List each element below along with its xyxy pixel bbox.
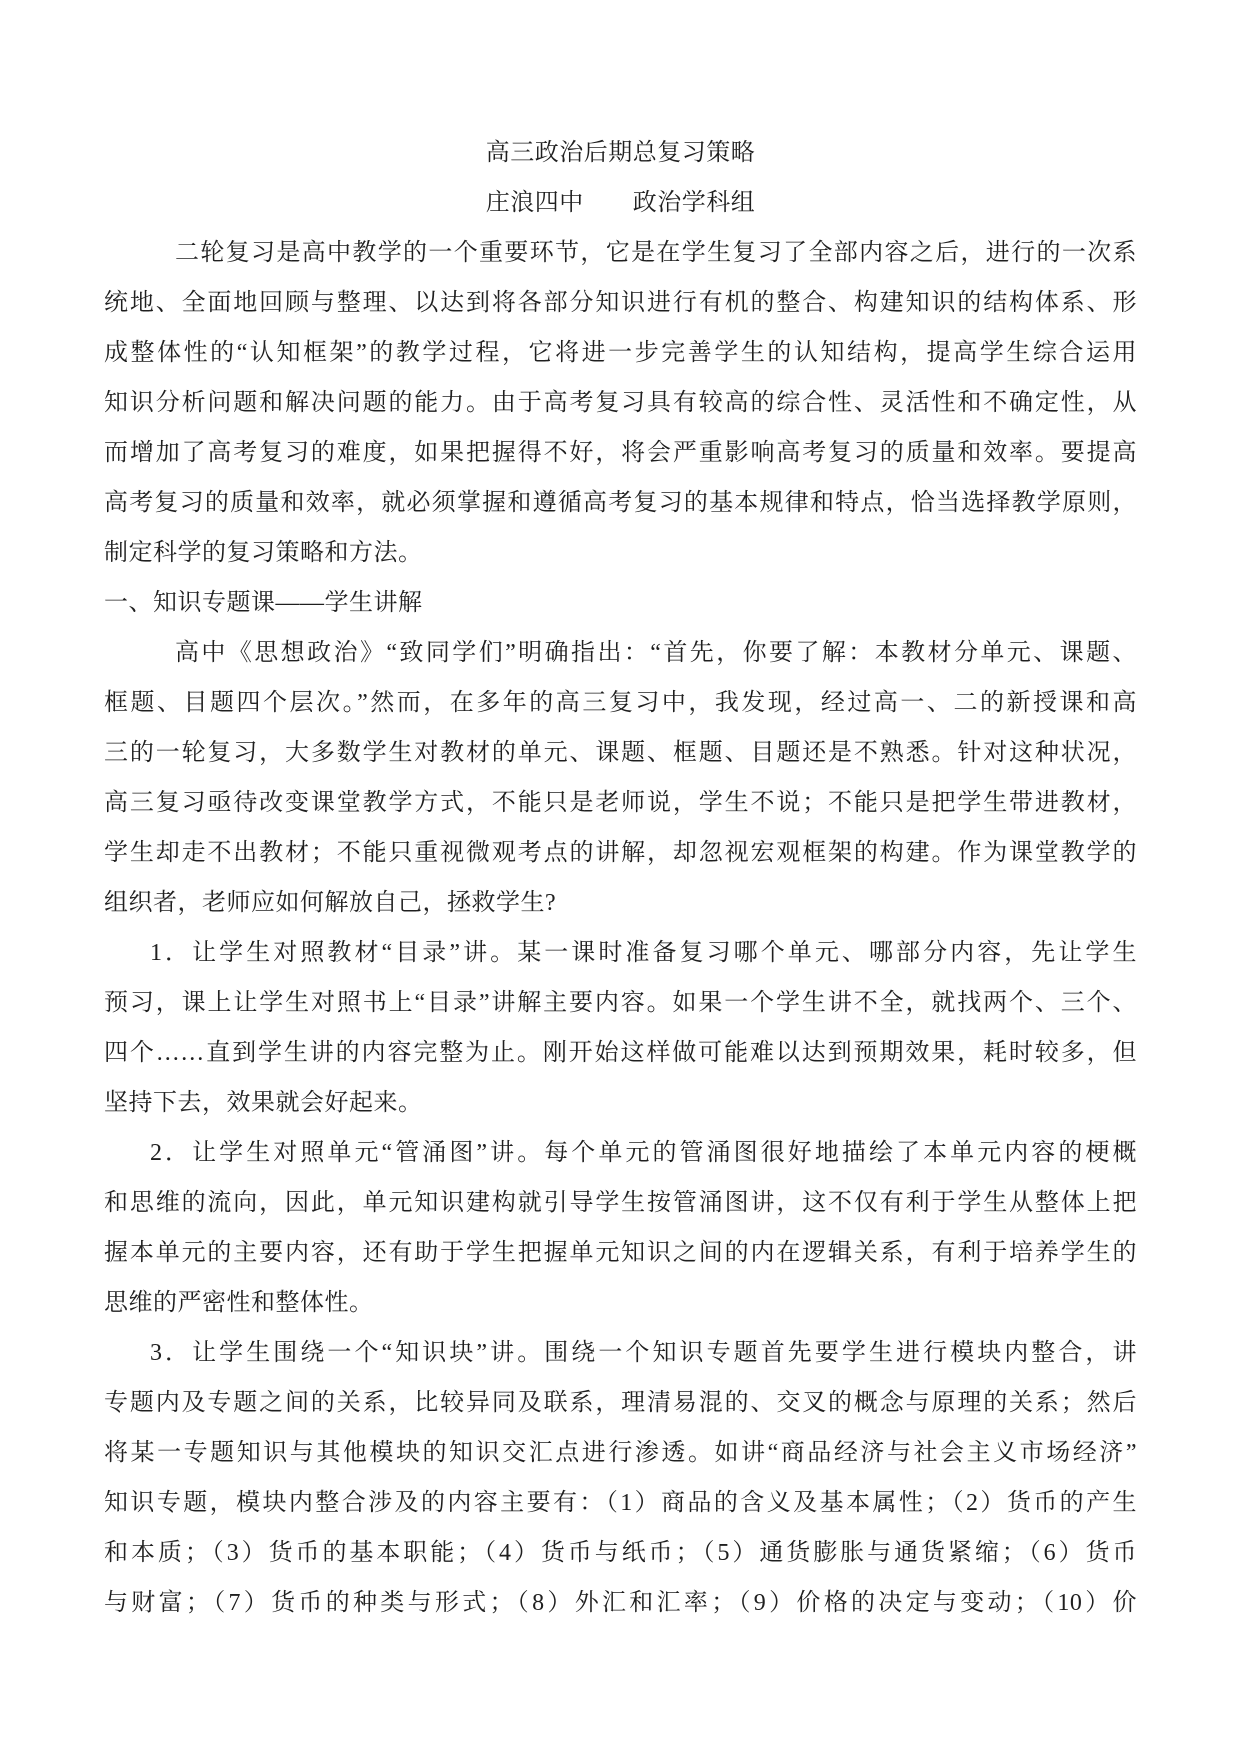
paragraph-line: 统地、全面地回顾与整理、以达到将各部分知识进行有机的整合、构建知识的结构体系、形 bbox=[104, 290, 1137, 316]
paragraph-line: 将某一专题知识与其他模块的知识交汇点进行渗透。如讲“商品经济与社会主义市场经济” bbox=[104, 1440, 1137, 1466]
paragraph-line: 组织者，老师应如何解放自己，拯救学生? bbox=[104, 890, 557, 916]
paragraph-line: 专题内及专题之间的关系，比较异同及联系，理清易混的、交叉的概念与原理的关系；然后 bbox=[104, 1390, 1137, 1416]
document-body bbox=[104, 228, 1137, 1628]
paragraph-line: 高中《思想政治》“致同学们”明确指出：“首先，你要了解：本教材分单元、课题、 bbox=[175, 640, 1137, 666]
paragraph-line: 知识专题，模块内整合涉及的内容主要有：（1）商品的含义及基本属性；（2）货币的产生 bbox=[104, 1490, 1137, 1516]
paragraph-line: 思维的严密性和整体性。 bbox=[104, 1290, 374, 1316]
paragraph-line: 二轮复习是高中教学的一个重要环节，它是在学生复习了全部内容之后，进行的一次系 bbox=[175, 240, 1137, 266]
paragraph-line: 1．让学生对照教材“目录”讲。某一课时准备复习哪个单元、哪部分内容，先让学生 bbox=[150, 940, 1137, 966]
paragraph-line: 高三复习亟待改变课堂教学方式，不能只是老师说，学生不说；不能只是把学生带进教材， bbox=[104, 790, 1137, 816]
paragraph-line: 和思维的流向，因此，单元知识建构就引导学生按管涌图讲，这不仅有利于学生从整体上把 bbox=[104, 1190, 1137, 1216]
paragraph-line: 四个……直到学生讲的内容完整为止。刚开始这样做可能难以达到预期效果，耗时较多，但 bbox=[104, 1040, 1137, 1066]
paragraph-line: 预习，课上让学生对照书上“目录”讲解主要内容。如果一个学生讲不全，就找两个、三个、 bbox=[104, 990, 1137, 1016]
paragraph-line: 握本单元的主要内容，还有助于学生把握单元知识之间的内在逻辑关系，有利于培养学生的 bbox=[104, 1240, 1137, 1266]
paragraph-line: 坚持下去，效果就会好起来。 bbox=[104, 1090, 423, 1116]
paragraph-line: 高考复习的质量和效率，就必须掌握和遵循高考复习的基本规律和特点，恰当选择教学原则， bbox=[104, 490, 1137, 516]
paragraph-line: 学生却走不出教材；不能只重视微观考点的讲解，却忽视宏观框架的构建。作为课堂教学的 bbox=[104, 840, 1137, 866]
paragraph-line: 与财富；（7）货币的种类与形式；（8）外汇和汇率；（9）价格的决定与变动；（10）价 bbox=[104, 1590, 1137, 1616]
paragraph-line: 框题、目题四个层次。”然而，在多年的高三复习中，我发现，经过高一、二的新授课和高 bbox=[104, 690, 1137, 716]
paragraph-line: 知识分析问题和解决问题的能力。由于高考复习具有较高的综合性、灵活性和不确定性，从 bbox=[104, 390, 1137, 416]
paragraph-line: 成整体性的“认知框架”的教学过程，它将进一步完善学生的认知结构，提高学生综合运用 bbox=[104, 340, 1137, 366]
paragraph-line: 三的一轮复习，大多数学生对教材的单元、课题、框题、目题还是不熟悉。针对这种状况， bbox=[104, 740, 1137, 766]
paragraph-line: 和本质；（3）货币的基本职能；（4）货币与纸币；（5）通货膨胀与通货紧缩；（6）货币 bbox=[104, 1540, 1137, 1566]
document-title: 高三政治后期总复习策略 bbox=[485, 140, 756, 166]
paragraph-line: 2．让学生对照单元“管涌图”讲。每个单元的管涌图很好地描绘了本单元内容的梗概 bbox=[150, 1140, 1137, 1166]
section-heading: 一、知识专题课——学生讲解 bbox=[104, 590, 423, 616]
paragraph-line: 而增加了高考复习的难度，如果把握得不好，将会严重影响高考复习的质量和效率。要提高 bbox=[104, 440, 1137, 466]
document-byline: 庄浪四中 政治学科组 bbox=[485, 190, 756, 216]
paragraph-line: 制定科学的复习策略和方法。 bbox=[104, 540, 423, 566]
paragraph-line: 3．让学生围绕一个“知识块”讲。围绕一个知识专题首先要学生进行模块内整合，讲 bbox=[150, 1340, 1137, 1366]
